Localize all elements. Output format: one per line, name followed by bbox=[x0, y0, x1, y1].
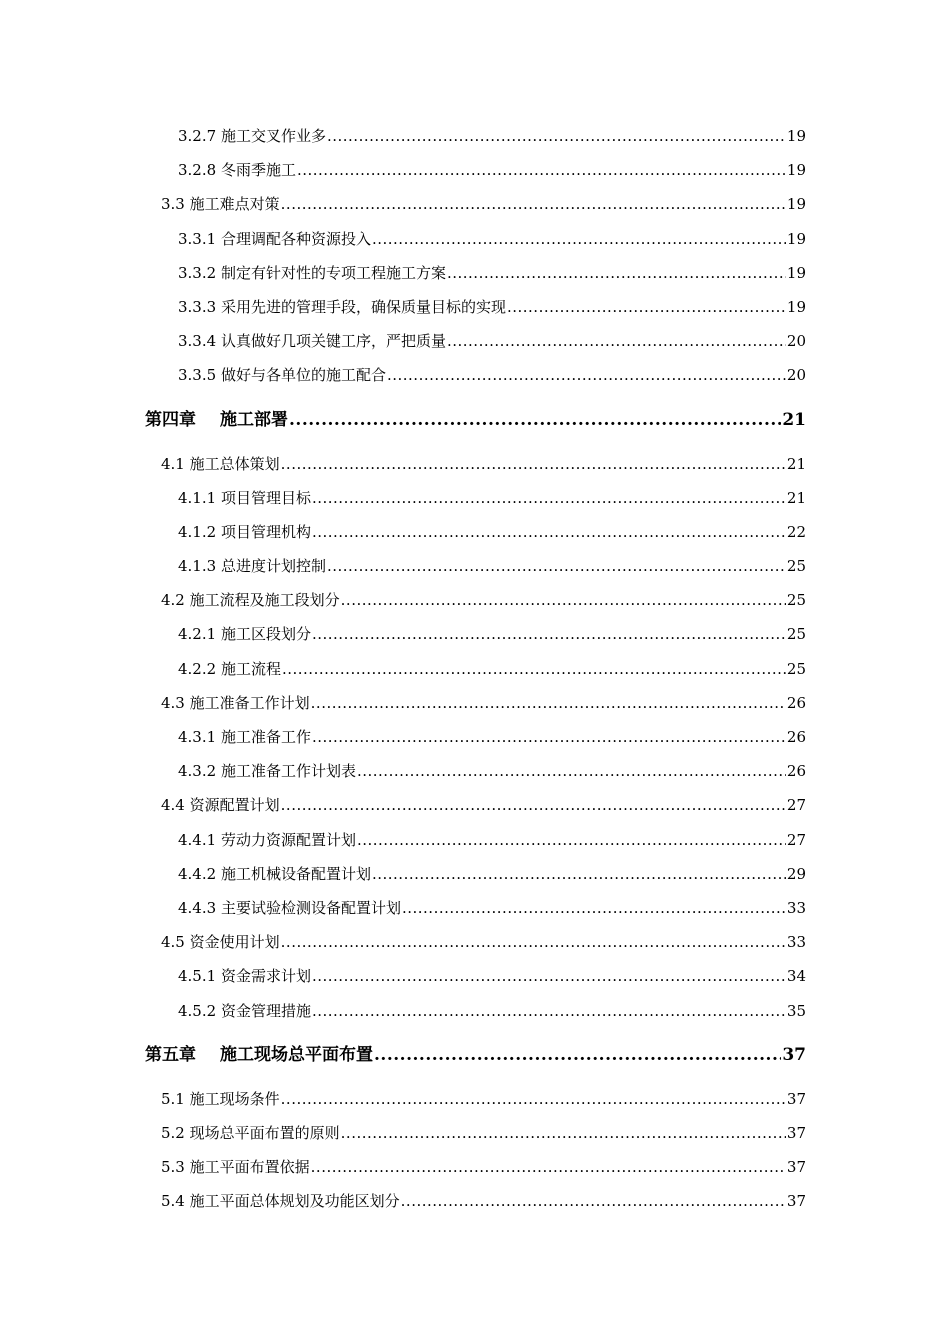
toc-entry[interactable] bbox=[0, 617, 950, 651]
toc-entry-title bbox=[178, 994, 311, 1028]
toc-entry-text: 施工流程及施工段划分 bbox=[189, 591, 340, 610]
toc-page-number: 19 bbox=[786, 195, 806, 214]
toc-entry-text: 施工准备工作 bbox=[220, 728, 311, 746]
toc-entry-text: 项目管理机构 bbox=[220, 522, 311, 541]
toc-page-number: 19 bbox=[786, 263, 806, 282]
toc-entry-number: 4.4.3 bbox=[178, 898, 217, 917]
toc-entry-number: 4.4.2 bbox=[178, 864, 217, 883]
toc-page-number: 37 bbox=[786, 1089, 806, 1108]
dot-leader bbox=[447, 256, 786, 290]
toc-entry-number: 4.2.2 bbox=[178, 659, 217, 678]
toc-entry[interactable] bbox=[0, 1082, 950, 1116]
dot-leader bbox=[372, 222, 786, 256]
toc-entry-text: 制定有针对性的专项工程施工方案 bbox=[220, 263, 446, 282]
toc-page-number: 25 bbox=[786, 659, 806, 678]
toc-page-number: 37 bbox=[786, 1158, 806, 1177]
toc-entry[interactable] bbox=[0, 994, 950, 1028]
toc-entry-text: 资金需求计划 bbox=[220, 967, 311, 986]
toc-entry-text: 劳动力资源配置计划 bbox=[220, 830, 356, 849]
toc-entry[interactable] bbox=[0, 1116, 950, 1150]
toc-entry-title bbox=[145, 393, 288, 447]
toc-page-number: 26 bbox=[786, 728, 806, 746]
dot-leader bbox=[289, 393, 781, 447]
toc-entry-title bbox=[178, 324, 446, 358]
toc-entry-number: 4.1.1 bbox=[178, 488, 217, 507]
toc-entry-text: 采用先进的管理手段，确保质量目标的实现 bbox=[220, 297, 506, 316]
toc-entry-number: 5.1 bbox=[161, 1089, 185, 1108]
toc-page-number: 27 bbox=[786, 830, 806, 849]
dot-leader bbox=[281, 925, 786, 959]
toc-entry-text: 施工平面布置依据 bbox=[189, 1158, 310, 1177]
toc-page-number: 33 bbox=[786, 898, 806, 917]
toc-page-number: 37 bbox=[782, 1044, 806, 1065]
dot-leader bbox=[297, 153, 786, 187]
toc-entry[interactable] bbox=[0, 222, 950, 256]
toc-entry-number: 3.3.3 bbox=[178, 297, 217, 316]
dot-leader bbox=[341, 1116, 786, 1150]
toc-entry-number: 4.1 bbox=[161, 454, 185, 473]
toc-page-number: 26 bbox=[786, 693, 806, 712]
toc-entry-title bbox=[178, 119, 326, 153]
toc-page-number: 21 bbox=[786, 454, 806, 473]
toc-entry-number: 5.2 bbox=[161, 1123, 185, 1142]
toc-entry[interactable] bbox=[0, 515, 950, 549]
toc-page-number: 25 bbox=[786, 557, 806, 576]
toc-entry-number: 4.4 bbox=[161, 796, 185, 815]
dot-leader bbox=[507, 290, 786, 324]
dot-leader bbox=[281, 1082, 786, 1116]
dot-leader bbox=[341, 583, 786, 617]
toc-entry-text: 资金使用计划 bbox=[189, 933, 280, 952]
toc-entry-title bbox=[178, 515, 311, 549]
toc-page-number: 25 bbox=[786, 625, 806, 644]
dot-leader bbox=[402, 891, 786, 925]
dot-leader bbox=[357, 823, 786, 857]
dot-leader bbox=[312, 515, 786, 549]
toc-entry-text: 施工区段划分 bbox=[220, 625, 311, 644]
toc-entry[interactable] bbox=[0, 891, 950, 925]
toc-entry-text: 合理调配各种资源投入 bbox=[220, 229, 371, 248]
toc-entry-number: 第四章 bbox=[145, 409, 196, 430]
toc-entry-title bbox=[178, 959, 311, 993]
toc-entry[interactable] bbox=[0, 652, 950, 686]
toc-entry-title bbox=[161, 925, 280, 959]
toc-entry-text: 项目管理目标 bbox=[220, 488, 311, 507]
dot-leader bbox=[447, 324, 786, 358]
toc-entry-text: 施工难点对策 bbox=[189, 195, 280, 214]
toc-entry-number: 4.1.3 bbox=[178, 557, 217, 576]
toc-entry[interactable] bbox=[0, 549, 950, 583]
toc-entry-number: 4.3 bbox=[161, 693, 185, 712]
toc-entry[interactable] bbox=[0, 119, 950, 153]
dot-leader bbox=[357, 754, 786, 788]
toc-entry-number: 3.3.2 bbox=[178, 263, 217, 282]
toc-entry[interactable] bbox=[0, 720, 950, 754]
toc-entry-text: 施工现场条件 bbox=[189, 1089, 280, 1108]
toc-entry-text: 施工总体策划 bbox=[189, 454, 280, 473]
toc-chapter-entry[interactable] bbox=[0, 1028, 950, 1082]
toc-entry[interactable] bbox=[0, 447, 950, 481]
toc-entry-title bbox=[161, 187, 280, 221]
dot-leader bbox=[281, 187, 786, 221]
toc-entry[interactable] bbox=[0, 290, 950, 324]
toc-entry-number: 4.2 bbox=[161, 591, 185, 610]
dot-leader bbox=[327, 119, 786, 153]
toc-entry-text: 施工部署 bbox=[220, 409, 288, 430]
toc-entry[interactable] bbox=[0, 358, 950, 392]
toc-page-number: 35 bbox=[786, 1001, 806, 1020]
toc-entry-title bbox=[161, 686, 310, 720]
toc-entry-text: 施工准备工作计划 bbox=[189, 693, 310, 712]
toc-entry-text: 认真做好几项关键工序，严把质量 bbox=[220, 332, 446, 351]
toc-entry-number: 3.3.1 bbox=[178, 229, 217, 248]
toc-entry[interactable] bbox=[0, 857, 950, 891]
toc-entry-text: 施工流程 bbox=[220, 659, 281, 678]
toc-entry[interactable] bbox=[0, 1150, 950, 1184]
dot-leader bbox=[281, 788, 786, 822]
dot-leader bbox=[374, 1028, 781, 1082]
dot-leader bbox=[312, 617, 786, 651]
toc-page-number: 33 bbox=[786, 933, 806, 952]
toc-entry[interactable] bbox=[0, 324, 950, 358]
toc-entry-title bbox=[178, 549, 326, 583]
toc-page-number: 21 bbox=[786, 488, 806, 507]
toc-entry-number: 3.2.7 bbox=[178, 127, 217, 145]
toc-entry-text: 做好与各单位的施工配合 bbox=[220, 366, 386, 385]
dot-leader bbox=[311, 1150, 786, 1184]
toc-entry-title bbox=[178, 617, 311, 651]
dot-leader bbox=[311, 686, 786, 720]
toc-entry-number: 3.3.5 bbox=[178, 366, 217, 385]
toc-page-number: 37 bbox=[786, 1123, 806, 1142]
toc-entry-number: 3.3 bbox=[161, 195, 185, 214]
toc-entry-number: 4.1.2 bbox=[178, 522, 217, 541]
toc-entry-title bbox=[161, 1082, 280, 1116]
toc-entry-number: 第五章 bbox=[145, 1044, 196, 1065]
toc-page-number: 20 bbox=[786, 366, 806, 385]
dot-leader bbox=[401, 1184, 786, 1218]
dot-leader bbox=[281, 447, 786, 481]
toc-entry-title bbox=[178, 857, 371, 891]
toc-entry-text: 冬雨季施工 bbox=[220, 161, 296, 180]
toc-page-number: 19 bbox=[786, 297, 806, 316]
toc-entry-number: 4.4.1 bbox=[178, 830, 217, 849]
toc-entry[interactable] bbox=[0, 925, 950, 959]
toc-entry-title bbox=[178, 720, 311, 754]
toc-entry-number: 3.2.8 bbox=[178, 161, 217, 180]
toc-entry-title bbox=[161, 1116, 340, 1150]
toc-entry[interactable] bbox=[0, 187, 950, 221]
toc-entry[interactable] bbox=[0, 256, 950, 290]
toc-entry[interactable] bbox=[0, 481, 950, 515]
toc-entry-title bbox=[178, 754, 356, 788]
dot-leader bbox=[312, 720, 786, 754]
toc-page-number: 19 bbox=[786, 127, 806, 145]
toc-page-number: 19 bbox=[786, 229, 806, 248]
toc-entry[interactable] bbox=[0, 153, 950, 187]
toc-entry-number: 4.3.2 bbox=[178, 762, 217, 781]
toc-entry-title bbox=[161, 1184, 400, 1218]
toc-entry-title bbox=[178, 823, 356, 857]
toc-entry-text: 资金管理措施 bbox=[220, 1001, 311, 1020]
toc-entry-title bbox=[178, 222, 371, 256]
toc-entry-text: 主要试验检测设备配置计划 bbox=[220, 898, 401, 917]
dot-leader bbox=[372, 857, 786, 891]
toc-entry[interactable] bbox=[0, 959, 950, 993]
toc-entry-title bbox=[178, 652, 281, 686]
dot-leader bbox=[312, 959, 786, 993]
toc-entry-text: 总进度计划控制 bbox=[220, 557, 326, 576]
toc-page-number: 20 bbox=[786, 332, 806, 351]
toc-entry-text: 施工机械设备配置计划 bbox=[220, 864, 371, 883]
toc-entry-title bbox=[161, 1150, 310, 1184]
toc-entry[interactable] bbox=[0, 583, 950, 617]
toc-entry-text: 施工平面总体规划及功能区划分 bbox=[189, 1192, 400, 1211]
toc-entry-number: 4.5.2 bbox=[178, 1001, 217, 1020]
toc-entry-text: 施工现场总平面布置 bbox=[220, 1044, 373, 1065]
dot-leader bbox=[327, 549, 786, 583]
toc-entry-title bbox=[161, 447, 280, 481]
toc-entry-title bbox=[178, 290, 506, 324]
toc-entry-title bbox=[161, 788, 280, 822]
toc-entry-title bbox=[178, 153, 296, 187]
toc-entry-text: 施工准备工作计划表 bbox=[220, 762, 356, 781]
dot-leader bbox=[387, 358, 786, 392]
toc-page-number: 21 bbox=[782, 409, 806, 430]
toc-entry-title bbox=[178, 481, 311, 515]
toc-page-number: 34 bbox=[786, 967, 806, 986]
toc-entry[interactable] bbox=[0, 788, 950, 822]
toc-entry-number: 3.3.4 bbox=[178, 332, 217, 351]
toc-entry[interactable] bbox=[0, 823, 950, 857]
toc-entry-number: 4.3.1 bbox=[178, 728, 217, 746]
toc-entry-number: 4.5 bbox=[161, 933, 185, 952]
toc-page-number: 37 bbox=[786, 1192, 806, 1211]
toc-entry-number: 4.5.1 bbox=[178, 967, 217, 986]
toc-entry-text: 施工交叉作业多 bbox=[220, 127, 326, 145]
toc-page-number: 27 bbox=[786, 796, 806, 815]
toc-entry-number: 5.3 bbox=[161, 1158, 185, 1177]
toc-entry-title bbox=[178, 358, 386, 392]
table-of-contents bbox=[0, 119, 950, 1218]
toc-entry[interactable] bbox=[0, 1184, 950, 1218]
dot-leader bbox=[282, 652, 786, 686]
toc-entry[interactable] bbox=[0, 754, 950, 788]
dot-leader bbox=[312, 481, 786, 515]
toc-page-number: 22 bbox=[786, 522, 806, 541]
toc-entry-title bbox=[145, 1028, 373, 1082]
toc-entry-text: 现场总平面布置的原则 bbox=[189, 1123, 340, 1142]
toc-page-number: 19 bbox=[786, 161, 806, 180]
toc-page-number: 29 bbox=[786, 864, 806, 883]
toc-entry-title bbox=[161, 583, 340, 617]
dot-leader bbox=[312, 994, 786, 1028]
toc-page-number: 25 bbox=[786, 591, 806, 610]
toc-entry[interactable] bbox=[0, 686, 950, 720]
toc-entry-title bbox=[178, 256, 446, 290]
toc-entry-number: 5.4 bbox=[161, 1192, 185, 1211]
toc-entry-text: 资源配置计划 bbox=[189, 796, 280, 815]
toc-page-number: 26 bbox=[786, 762, 806, 781]
toc-chapter-entry[interactable] bbox=[0, 393, 950, 447]
toc-entry-title bbox=[178, 891, 401, 925]
toc-entry-number: 4.2.1 bbox=[178, 625, 217, 644]
